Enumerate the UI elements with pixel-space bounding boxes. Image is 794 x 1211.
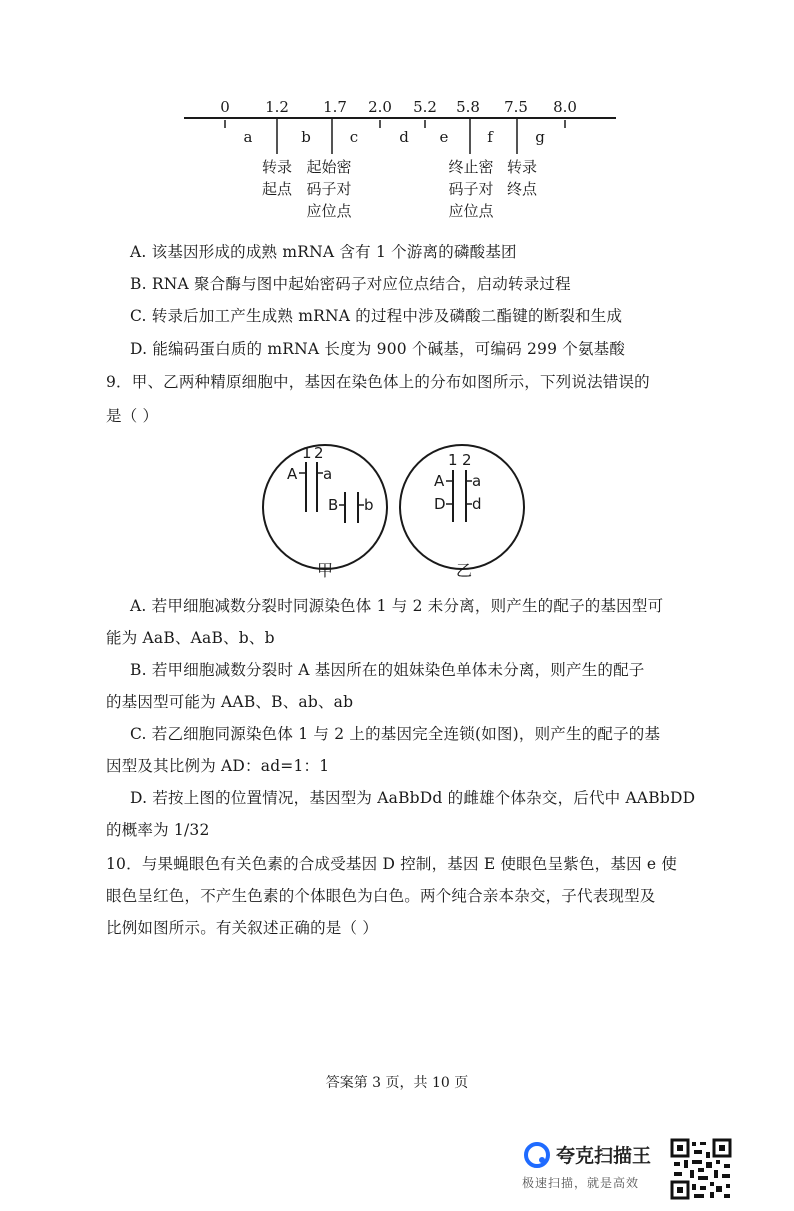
segment-f: f — [487, 128, 493, 146]
cell1-label: 甲 — [317, 561, 334, 580]
tick-1: 1.2 — [265, 98, 289, 116]
page-footer: 答案第 3 页，共 10 页 — [325, 1075, 469, 1091]
q9-option-d-line1: D. 若按上图的位置情况，基因型为 AaBbDd 的雌雄个体杂交，后代中 AABbDD — [130, 789, 696, 807]
cell2-gene-d: d — [472, 495, 482, 513]
cell-diagram — [262, 440, 532, 580]
start-codon-site-label: 起始密 码子对 应位点 — [306, 158, 352, 220]
q9-option-a-line2: 能为 AaB、AaB、b、b — [106, 629, 275, 647]
cell2-num2: 2 — [462, 451, 472, 469]
tick-5: 5.8 — [456, 98, 480, 116]
q8-option-b: B. RNA 聚合酶与图中起始密码子对应位点结合，启动转录过程 — [130, 275, 571, 293]
q10-line2: 眼色呈红色，不产生色素的个体眼色为白色。两个纯合亲本杂交，子代表现型及 — [106, 887, 656, 905]
cell1-num1: 1 — [302, 444, 312, 462]
tick-4: 5.2 — [413, 98, 437, 116]
q8-option-c: C. 转录后加工产生成熟 mRNA 的过程中涉及磷酸二酯键的断裂和生成 — [130, 307, 623, 325]
q10-line1: 10．与果蝇眼色有关色素的合成受基因 D 控制，基因 E 使眼色呈紫色，基因 e 使 — [106, 855, 678, 873]
q10-line3: 比例如图所示。有关叙述正确的是（ ） — [106, 919, 379, 937]
tick-3: 2.0 — [368, 98, 392, 116]
segment-a: a — [243, 128, 253, 146]
cell2-gene-a: a — [472, 472, 482, 490]
q8-option-a: A. 该基因形成的成熟 mRNA 含有 1 个游离的磷酸基团 — [130, 243, 517, 261]
scanner-watermark — [520, 1138, 760, 1198]
cell1-gene-a: a — [323, 465, 333, 483]
quark-logo-icon — [524, 1142, 550, 1168]
transcription-end-label: 转录 终点 — [506, 158, 537, 198]
brand-slogan: 极速扫描，就是高效 — [522, 1176, 640, 1190]
segment-c: c — [349, 128, 359, 146]
tick-2: 1.7 — [323, 98, 347, 116]
tick-0: 0 — [220, 98, 230, 116]
segment-e: e — [439, 128, 449, 146]
cell2-gene-A: A — [434, 472, 445, 490]
cell1-num2: 2 — [314, 444, 324, 462]
brand-name: 夸克扫描王 — [556, 1145, 652, 1167]
transcription-start-label: 转录 起点 — [261, 158, 292, 198]
stop-codon-site-label: 终止密 码子对 应位点 — [448, 158, 494, 220]
tick-7: 8.0 — [553, 98, 577, 116]
qr-code-icon — [670, 1138, 732, 1200]
q9-option-b-line1: B. 若甲细胞减数分裂时 A 基因所在的姐妹染色单体未分离，则产生的配子 — [130, 661, 645, 679]
cell2-label: 乙 — [456, 561, 473, 580]
cell2-gene-D: D — [434, 495, 446, 513]
cell-diagram-drawing — [262, 440, 532, 580]
cell1-gene-B: B — [328, 496, 339, 514]
gene-map-diagram — [180, 96, 620, 226]
q9-stem-line1: 9．甲、乙两种精原细胞中，基因在染色体上的分布如图所示，下列说法错误的 — [106, 373, 650, 391]
cell1-gene-b: b — [364, 496, 374, 514]
cell1-gene-A: A — [287, 465, 298, 483]
cell2-num1: 1 — [448, 451, 458, 469]
segment-d: d — [399, 128, 409, 146]
q8-option-d: D. 能编码蛋白质的 mRNA 长度为 900 个碱基，可编码 299 个氨基酸 — [130, 340, 626, 358]
q9-stem-line2: 是（ ） — [106, 407, 159, 425]
q9-option-a-line1: A. 若甲细胞减数分裂时同源染色体 1 与 2 未分离，则产生的配子的基因型可 — [130, 597, 664, 615]
q9-option-c-line2: 因型及其比例为 AD：ad=1：1 — [106, 757, 330, 775]
segment-g: g — [535, 128, 545, 146]
q9-option-b-line2: 的基因型可能为 AAB、B、ab、ab — [106, 693, 354, 711]
segment-b: b — [301, 128, 311, 146]
q9-option-d-line2: 的概率为 1/32 — [106, 821, 210, 839]
q9-option-c-line1: C. 若乙细胞同源染色体 1 与 2 上的基因完全连锁(如图)，则产生的配子的基 — [130, 725, 661, 743]
tick-6: 7.5 — [504, 98, 528, 116]
